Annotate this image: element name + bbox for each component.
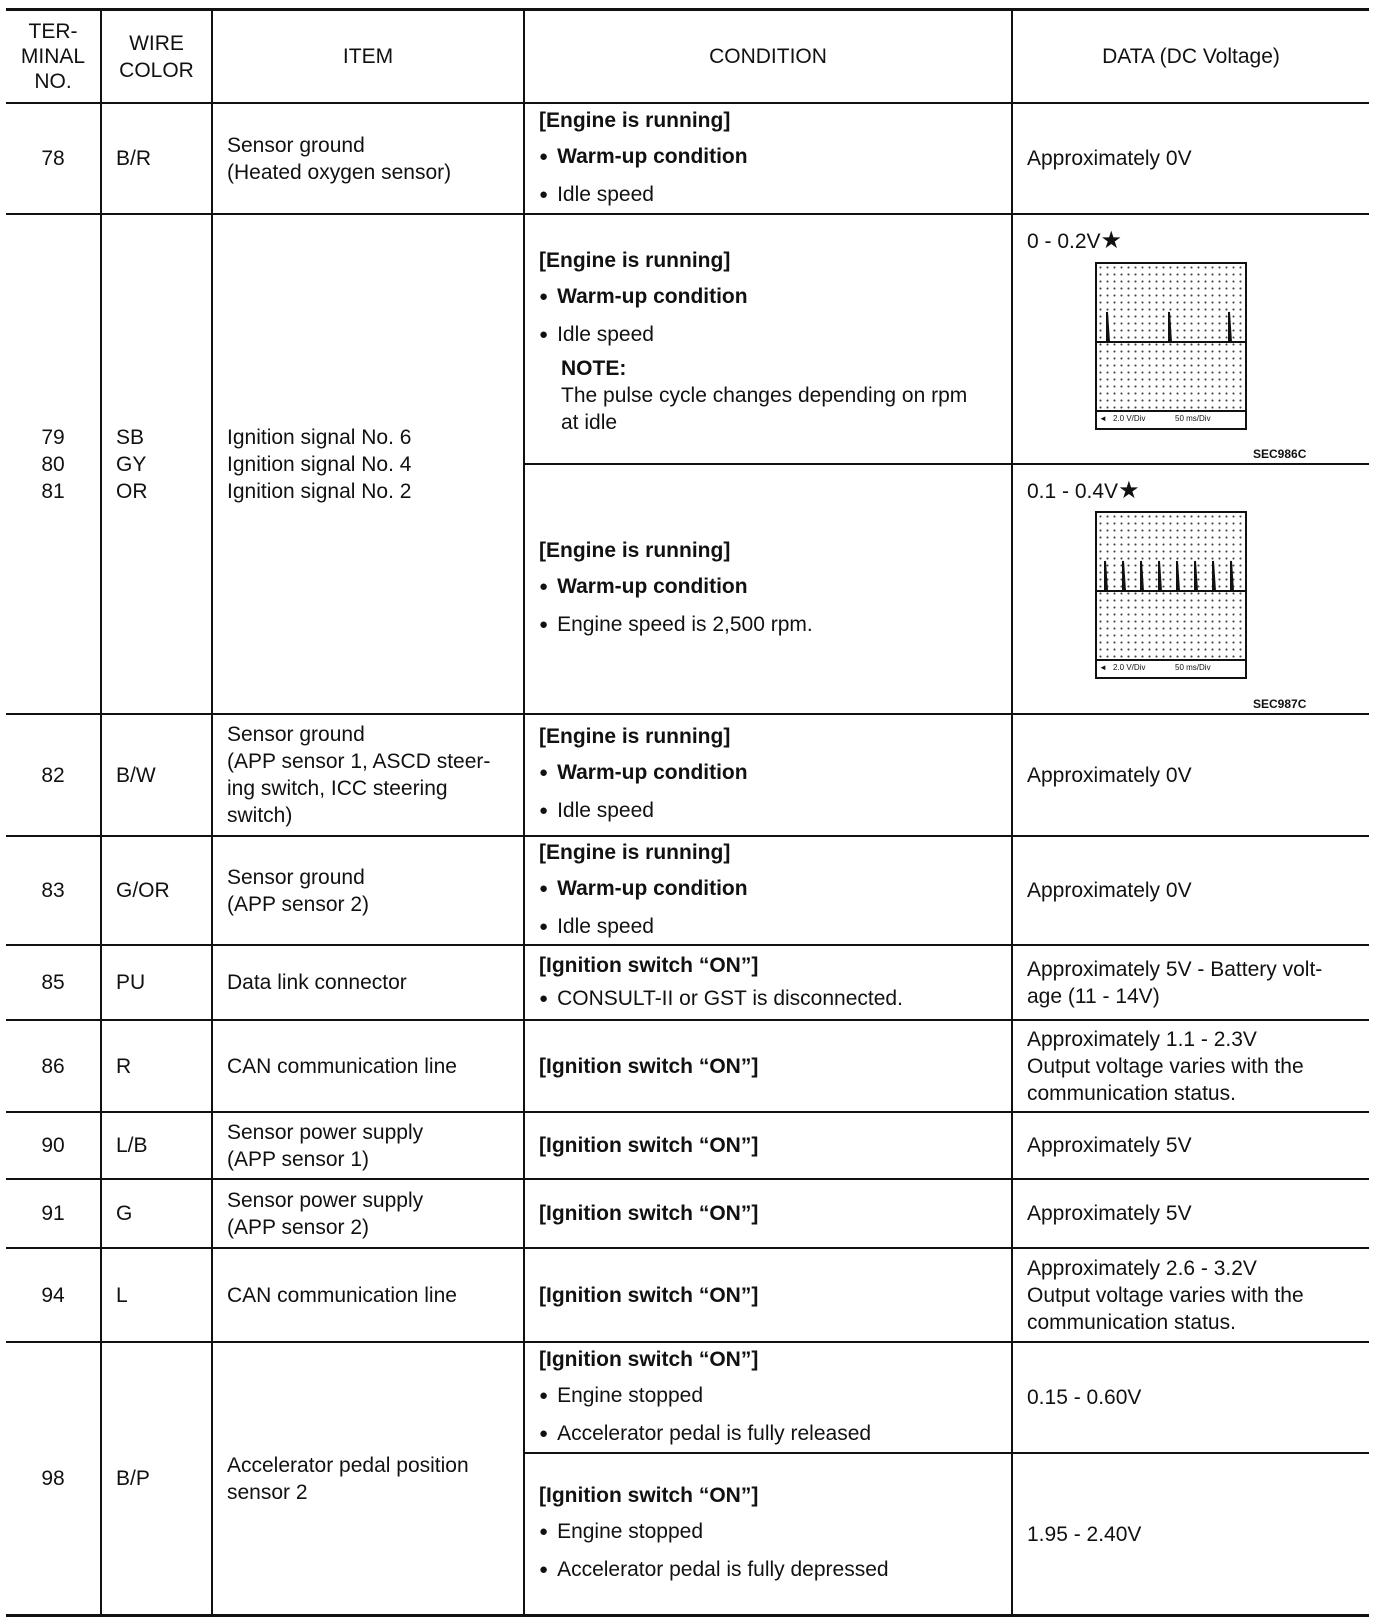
wire-value: R [116,1054,132,1078]
condition-bullet: ● Warm-up condition [539,279,1011,317]
header-terminal-line: NO. [34,70,72,93]
condition-heading: [Ignition switch “ON”] [539,1202,759,1225]
wire-value: GY [116,452,147,476]
wire-value: SB [116,425,145,449]
header-data-label: DATA (DC Voltage) [1102,45,1280,68]
item-line: (Heated oxygen sensor) [227,160,452,184]
item-line: Accelerator pedal position [227,1453,469,1477]
data-range: 0 - 0.2V [1027,230,1101,253]
condition-bullet: ● Warm-up condition [539,569,1011,607]
condition-bullet: ● Idle speed [539,793,1011,831]
terminal-value: 79 [41,425,65,449]
scope-volt-div: 2.0 V/Div [1113,663,1146,672]
oscilloscope-footer [1097,410,1245,428]
item-line: Ignition signal No. 2 [227,479,412,503]
data-text: Approximately 0V [1027,879,1192,902]
header-data [1013,11,1369,102]
terminal-value: 98 [41,1467,65,1490]
condition [525,837,1011,944]
wire-color [102,104,211,213]
terminal-value: 83 [41,879,65,902]
condition-bullet: ● Warm-up condition [539,871,1011,909]
data-value [1013,715,1369,835]
scope-time-div: 50 ms/Div [1175,663,1211,672]
header-condition [525,11,1011,102]
header-terminal-line: MINAL [20,45,86,68]
item-line: (APP sensor 2) [227,1215,370,1239]
terminal-value: 80 [41,452,65,476]
terminal-value: 82 [41,763,65,787]
data-text: Approximately 5V [1027,1202,1192,1225]
terminal-number [6,946,100,1019]
wire-value: L/B [116,1134,148,1157]
item-description [213,1249,523,1341]
item-line: Sensor ground [227,133,365,157]
data-value [1013,1454,1369,1614]
item-line: CAN communication line [227,1283,457,1307]
condition-bullet: ● Engine stopped [539,1514,1011,1552]
star-icon: ★ [1100,227,1123,254]
terminal-number [6,1343,100,1614]
item-description [213,1343,523,1614]
note-text: The pulse cycle changes depending on rpm [561,383,968,407]
condition-bullet: ● Idle speed [539,177,1011,215]
item-line: Data link connector [227,971,407,994]
scope-marker-icon: ◄ [1099,663,1107,672]
data-value [1013,1113,1369,1178]
condition [525,104,1011,213]
condition [525,1180,1011,1247]
item-line: (APP sensor 2) [227,892,370,916]
oscilloscope-waveform [1095,511,1247,679]
data-text [1027,227,1122,255]
oscilloscope-footer [1097,659,1245,677]
condition-heading: [Engine is running] [539,248,731,272]
data-text: Output voltage varies with the [1027,1054,1304,1078]
condition-heading: [Ignition switch “ON”] [539,1054,759,1078]
wire-color [102,1113,211,1178]
data-text: age (11 - 14V) [1027,984,1160,1008]
item-line: Ignition signal No. 6 [227,425,412,449]
terminal-value: 94 [41,1283,65,1307]
condition-heading: [Ignition switch “ON”] [539,1134,759,1157]
item-description [213,1180,523,1247]
condition-heading: [Ignition switch “ON”] [539,953,759,977]
waveform-trace [1097,264,1245,412]
wire-value: PU [116,971,146,994]
oscilloscope-waveform [1095,262,1247,430]
item-description [213,946,523,1019]
scope-marker-icon: ◄ [1099,414,1107,423]
condition [525,1249,1011,1341]
item-line: Sensor ground [227,865,365,889]
scope-volt-div: 2.0 V/Div [1113,414,1146,423]
wire-value: G/OR [116,879,170,902]
header-item [213,11,523,102]
data-text: Approximately 0V [1027,147,1192,170]
data-text: Approximately 2.6 - 3.2V [1027,1256,1257,1280]
wire-value: G [116,1202,133,1225]
condition-bullet: ● Idle speed [539,317,1011,355]
header-wire-line: COLOR [119,58,194,82]
item-description [213,1113,523,1178]
condition-bullet: ● Warm-up condition [539,139,1011,177]
data-value [1013,465,1369,713]
data-text: 1.95 - 2.40V [1027,1522,1142,1546]
header-item-label: ITEM [342,45,394,68]
terminal-value: 78 [41,147,65,170]
wire-value: B/W [116,763,156,787]
wire-color [102,215,211,713]
data-value [1013,1249,1369,1341]
header-terminal-line: TER- [28,20,78,43]
terminal-value: 90 [41,1134,65,1157]
wire-value: B/R [116,147,152,170]
star-icon: ★ [1118,477,1140,504]
data-text: Approximately 0V [1027,763,1192,787]
condition [525,1021,1011,1111]
condition [525,1343,1011,1452]
header-wire-color [102,11,211,102]
data-text: communication status. [1027,1081,1236,1105]
condition [525,946,1011,1019]
wire-value: OR [116,479,148,503]
figure-id: SEC987C [1253,697,1307,711]
item-line: (APP sensor 1, ASCD steer- [227,750,491,773]
item-line: sensor 2 [227,1480,308,1504]
terminal-number [6,215,100,713]
terminal-number [6,715,100,835]
data-range: 0.1 - 0.4V [1027,480,1119,503]
condition-bullet: ● Accelerator pedal is fully released [539,1416,1011,1454]
item-line: (APP sensor 1) [227,1147,370,1171]
condition-heading: [Ignition switch “ON”] [539,1347,759,1371]
condition-bullet: ● Engine speed is 2,500 rpm. [539,607,1011,645]
note-text: at idle [561,410,618,434]
condition-heading: [Engine is running] [539,539,731,562]
data-text [1027,477,1140,505]
item-description [213,837,523,944]
item-line: Sensor power supply [227,1120,424,1144]
waveform-trace [1097,513,1245,661]
wire-color [102,1021,211,1111]
item-line: Sensor power supply [227,1188,424,1212]
header-wire-line: WIRE [129,31,184,55]
terminal-value: 91 [41,1202,65,1225]
data-text: Approximately 5V [1027,1134,1192,1157]
data-value [1013,946,1369,1019]
item-line: switch) [227,804,293,827]
data-value [1013,837,1369,944]
data-text: Approximately 1.1 - 2.3V [1027,1027,1257,1051]
item-description [213,104,523,213]
condition-bullet: ● Idle speed [539,909,1011,947]
data-text: Approximately 5V - Battery volt- [1027,957,1323,981]
data-value [1013,1343,1369,1452]
condition-heading: [Ignition switch “ON”] [539,1484,759,1507]
data-text: Output voltage varies with the [1027,1283,1304,1307]
item-line: Sensor ground [227,723,365,746]
terminal-value: 86 [41,1054,65,1078]
header-terminal-no [6,11,100,102]
wire-color [102,1343,211,1614]
wire-color [102,1249,211,1341]
wire-color [102,837,211,944]
condition-bullet: ● Accelerator pedal is fully depressed [539,1552,1011,1590]
item-description [213,215,523,713]
item-line: Ignition signal No. 4 [227,452,412,476]
wire-color [102,946,211,1019]
terminal-number [6,1249,100,1341]
terminal-data-table [6,8,1369,1617]
condition [525,1113,1011,1178]
terminal-number [6,1180,100,1247]
terminal-value: 81 [41,479,65,503]
wire-color [102,1180,211,1247]
figure-id: SEC986C [1253,447,1307,461]
terminal-number [6,837,100,944]
wire-color [102,715,211,835]
data-text: 0.15 - 0.60V [1027,1386,1142,1409]
condition [525,715,1011,835]
condition-heading: [Ignition switch “ON”] [539,1283,759,1307]
condition-bullet: ● Engine stopped [539,1378,1011,1416]
data-value [1013,1021,1369,1111]
condition [525,465,1011,713]
wire-value: B/P [116,1467,150,1490]
condition-heading: [Engine is running] [539,725,731,748]
item-line: ing switch, ICC steering [227,777,448,800]
item-description [213,715,523,835]
data-text: communication status. [1027,1310,1236,1334]
condition [525,215,1011,463]
condition-bullet: ● Warm-up condition [539,755,1011,793]
data-value [1013,215,1369,463]
terminal-value: 85 [41,971,65,994]
scope-time-div: 50 ms/Div [1175,414,1211,423]
data-value [1013,1180,1369,1247]
condition-heading: [Engine is running] [539,108,731,132]
item-line: CAN communication line [227,1054,457,1078]
condition-heading: [Engine is running] [539,840,731,864]
terminal-number [6,1021,100,1111]
condition-bullet: ● CONSULT-II or GST is disconnected. [539,982,1011,1017]
terminal-number [6,104,100,213]
wire-value: L [116,1283,128,1307]
terminal-number [6,1113,100,1178]
data-value [1013,104,1369,213]
condition [525,1454,1011,1614]
note-label: NOTE: [561,356,627,380]
item-description [213,1021,523,1111]
header-condition-label: CONDITION [709,45,827,68]
